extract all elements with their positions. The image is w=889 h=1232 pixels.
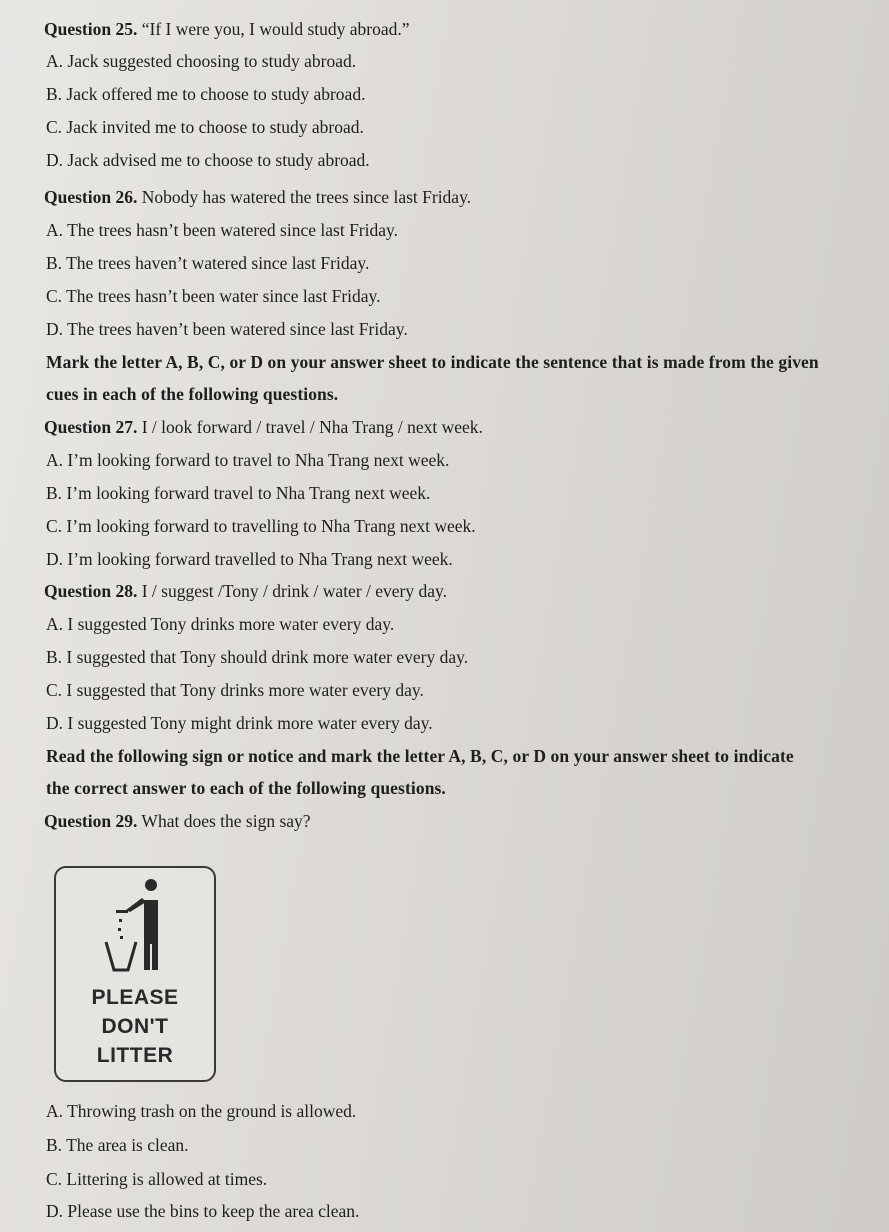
instruction-1-line-2: cues in each of the following questions. <box>46 384 339 404</box>
question-26 <box>44 186 471 208</box>
question-29-prompt: What does the sign say? <box>141 811 311 831</box>
sign-text-line-2: DON'T <box>101 1015 169 1038</box>
q26-option-a: A. The trees hasn’t been watered since last Friday. <box>46 220 398 240</box>
q25-option-c: C. Jack invited me to choose to study abroad. <box>46 117 364 137</box>
question-26-prompt: Nobody has watered the trees since last Friday. <box>141 187 472 207</box>
q26-option-c: C. The trees hasn’t been water since last Friday. <box>46 286 381 306</box>
question-27-prompt: I / look forward / travel / Nha Trang / next week. <box>141 417 483 437</box>
sign-text-line-1: PLEASE <box>91 986 179 1009</box>
question-29 <box>44 810 311 832</box>
q29-option-a: A. Throwing trash on the ground is allowed. <box>46 1101 357 1121</box>
instruction-2-line-2: the correct answer to each of the following questions. <box>46 778 446 798</box>
q28-option-a: A. I suggested Tony drinks more water every day. <box>46 614 395 634</box>
q27-option-b: B. I’m looking forward travel to Nha Trang next week. <box>46 483 431 503</box>
sign-text-line-3: LITTER <box>96 1044 174 1067</box>
question-28-title: Question 28. <box>44 581 138 601</box>
q28-option-d: D. I suggested Tony might drink more water every day. <box>46 713 433 733</box>
question-28 <box>44 580 447 602</box>
no-littering-sign <box>54 866 216 1082</box>
q28-option-c: C. I suggested that Tony drinks more water every day. <box>46 680 424 700</box>
q29-option-d: D. Please use the bins to keep the area clean. <box>46 1201 360 1221</box>
q27-option-c: C. I’m looking forward to travelling to Nha Trang next week. <box>46 516 476 536</box>
question-29-title: Question 29. <box>44 811 138 831</box>
q29-option-c: C. Littering is allowed at times. <box>46 1169 268 1189</box>
question-27-title: Question 27. <box>44 417 138 437</box>
instruction-2-line-1: Read the following sign or notice and mark the letter A, B, C, or D on your answer sheet to indicate <box>46 746 794 766</box>
instruction-1-line-1: Mark the letter A, B, C, or D on your answer sheet to indicate the sentence that is made from the given <box>46 352 819 372</box>
q29-option-b: B. The area is clean. <box>46 1135 189 1155</box>
question-27 <box>44 416 483 438</box>
q26-option-d: D. The trees haven’t been watered since last Friday. <box>46 319 408 339</box>
q25-option-b: B. Jack offered me to choose to study abroad. <box>46 84 366 104</box>
question-25-title: Question 25. <box>44 19 138 39</box>
question-25-prompt: “If I were you, I would study abroad.” <box>141 19 410 39</box>
question-28-prompt: I / suggest /Tony / drink / water / every day. <box>141 581 448 601</box>
q27-option-d: D. I’m looking forward travelled to Nha Trang next week. <box>46 549 453 569</box>
question-25 <box>44 18 410 40</box>
question-26-title: Question 26. <box>44 187 138 207</box>
q25-option-a: A. Jack suggested choosing to study abroad. <box>46 51 357 71</box>
q27-option-a: A. I’m looking forward to travel to Nha Trang next week. <box>46 450 450 470</box>
q25-option-d: D. Jack advised me to choose to study abroad. <box>46 150 370 170</box>
q28-option-b: B. I suggested that Tony should drink more water every day. <box>46 647 469 667</box>
q26-option-b: B. The trees haven’t watered since last Friday. <box>46 253 370 273</box>
person-littering-in-bin-icon <box>56 868 214 980</box>
